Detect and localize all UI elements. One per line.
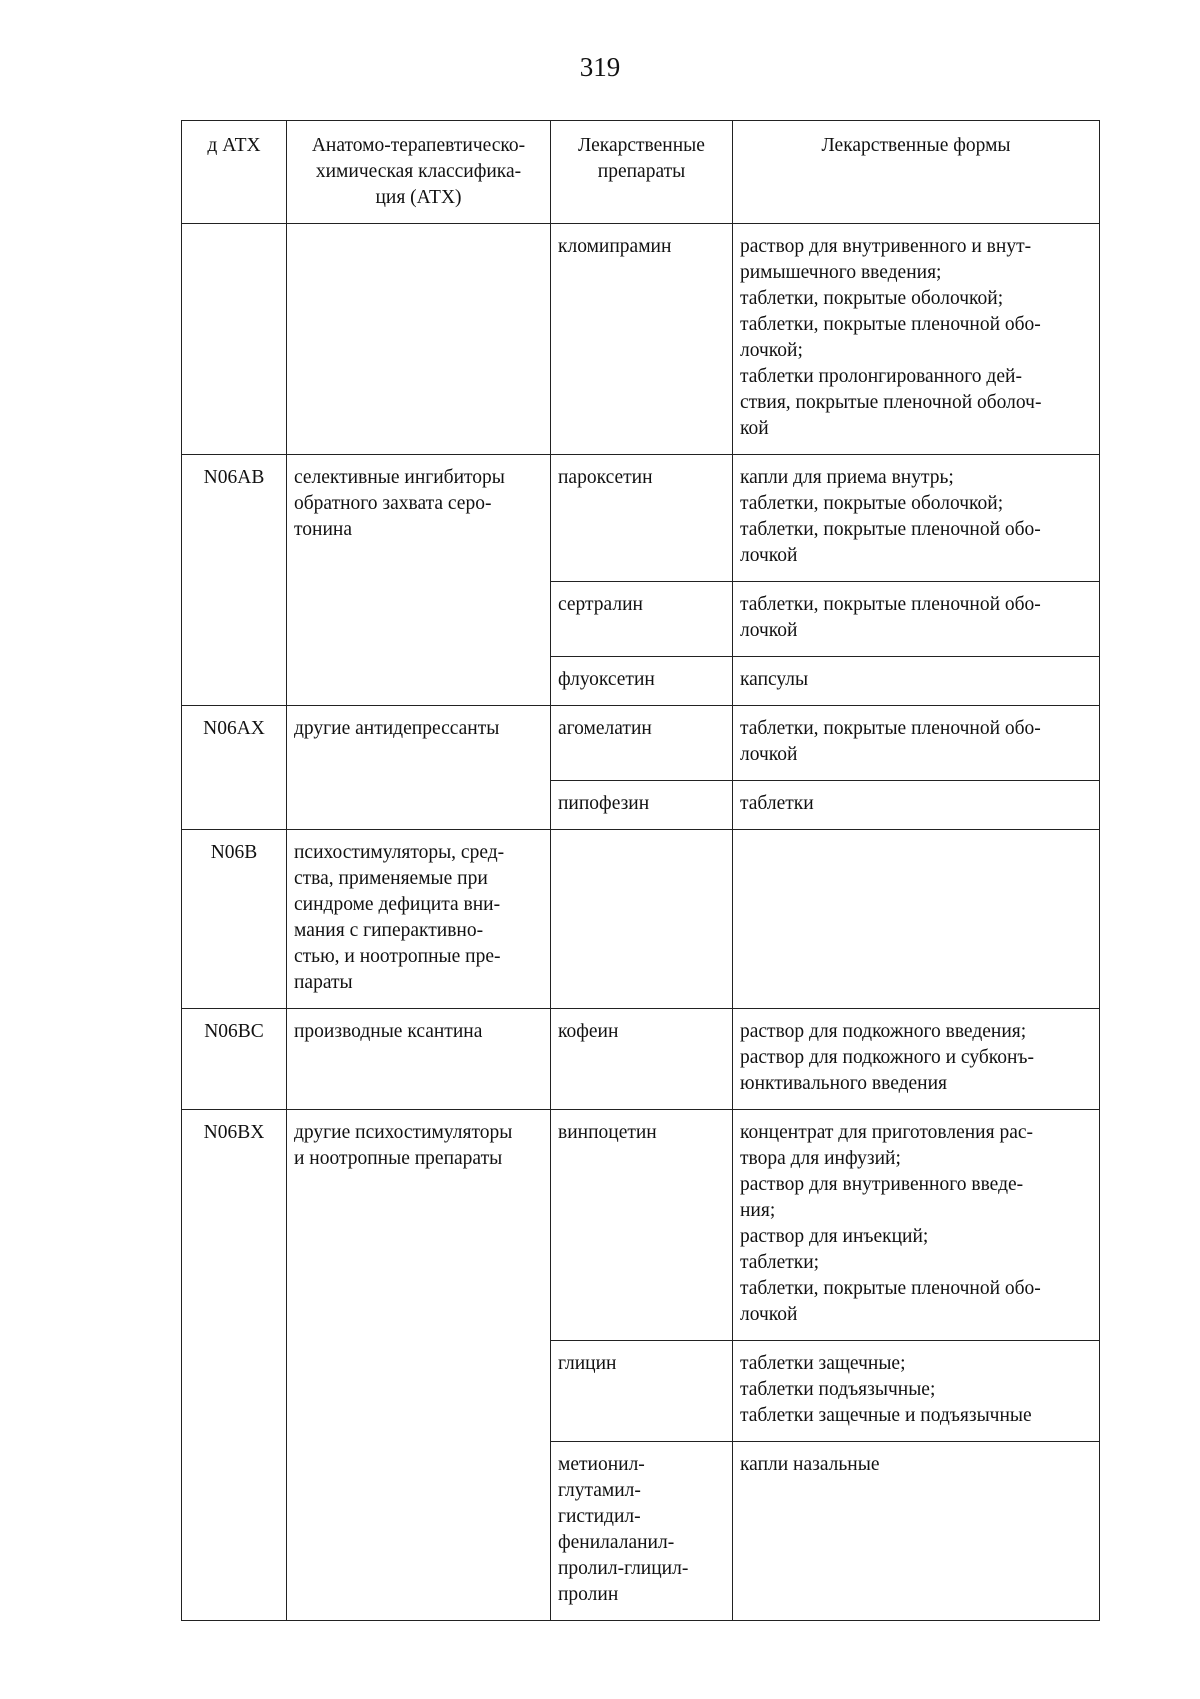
atc-code-cell: N06BC [182, 1009, 287, 1110]
forms-cell: таблетки, покрытые пленочной обо- лочкой [733, 706, 1100, 781]
header-code: д АТХ [182, 121, 287, 224]
classification-cell [287, 224, 551, 455]
forms-cell: таблетки, покрытые пленочной обо- лочкой [733, 582, 1100, 657]
forms-cell: капли назальные [733, 1442, 1100, 1621]
forms-cell: таблетки защечные; таблетки подъязычные; таблетки защечные и подъязычные [733, 1341, 1100, 1442]
drug-cell: пароксетин [551, 455, 733, 582]
drug-cell: метионил- глутамил- гистидил- фенилаланил- пролил-глицил- пролин [551, 1442, 733, 1621]
drug-cell: пипофезин [551, 781, 733, 830]
classification-cell: селективные ингибиторы обратного захвата серо- тонина [287, 455, 551, 706]
table-row [182, 1110, 1100, 1341]
drug-cell: агомелатин [551, 706, 733, 781]
atc-drug-table [181, 120, 1100, 1621]
forms-cell: таблетки [733, 781, 1100, 830]
classification-cell: другие антидепрессанты [287, 706, 551, 830]
atc-code-cell: N06AX [182, 706, 287, 830]
header-forms: Лекарственные формы [733, 121, 1100, 224]
drug-cell: кофеин [551, 1009, 733, 1110]
header-drugs: Лекарственные препараты [551, 121, 733, 224]
table-row [182, 224, 1100, 455]
forms-cell: капсулы [733, 657, 1100, 706]
table-header-row [182, 121, 1100, 224]
forms-cell: раствор для внутривенного и внут- римышечного введения; таблетки, покрытые оболочкой; таблетки, покрытые пленочной обо- лочкой; таблетки пролонгированного дей- ствия, покрытые пленочной оболоч- кой [733, 224, 1100, 455]
drug-cell: сертралин [551, 582, 733, 657]
atc-code-cell: N06B [182, 830, 287, 1009]
forms-cell: раствор для подкожного введения; раствор для подкожного и субконъ- юнктивального введения [733, 1009, 1100, 1110]
classification-cell: психостимуляторы, сред- ства, применяемые при синдроме дефицита вни- мания с гиперактивно- стью, и ноотропные пре- параты [287, 830, 551, 1009]
atc-code-cell [182, 224, 287, 455]
drug-cell: винпоцетин [551, 1110, 733, 1341]
classification-cell: производные ксантина [287, 1009, 551, 1110]
forms-cell: концентрат для приготовления рас- твора для инфузий; раствор для внутривенного введе- ния; раствор для инъекций; таблетки; таблетки, покрытые пленочной обо- лочкой [733, 1110, 1100, 1341]
page-number: 319 [579, 52, 621, 82]
drug-cell: кломипрамин [551, 224, 733, 455]
header-classification: Анатомо-терапевтическо- химическая классифика- ция (АТХ) [287, 121, 551, 224]
drug-cell: глицин [551, 1341, 733, 1442]
drug-cell: флуоксетин [551, 657, 733, 706]
table-row [182, 1009, 1100, 1110]
table-row [182, 706, 1100, 781]
table-row [182, 830, 1100, 1009]
forms-cell [733, 830, 1100, 1009]
drug-cell [551, 830, 733, 1009]
atc-code-cell: N06BX [182, 1110, 287, 1621]
forms-cell: капли для приема внутрь; таблетки, покрытые оболочкой; таблетки, покрытые пленочной обо- лочкой [733, 455, 1100, 582]
classification-cell: другие психостимуляторы и ноотропные препараты [287, 1110, 551, 1621]
atc-code-cell: N06AB [182, 455, 287, 706]
table-row [182, 455, 1100, 582]
